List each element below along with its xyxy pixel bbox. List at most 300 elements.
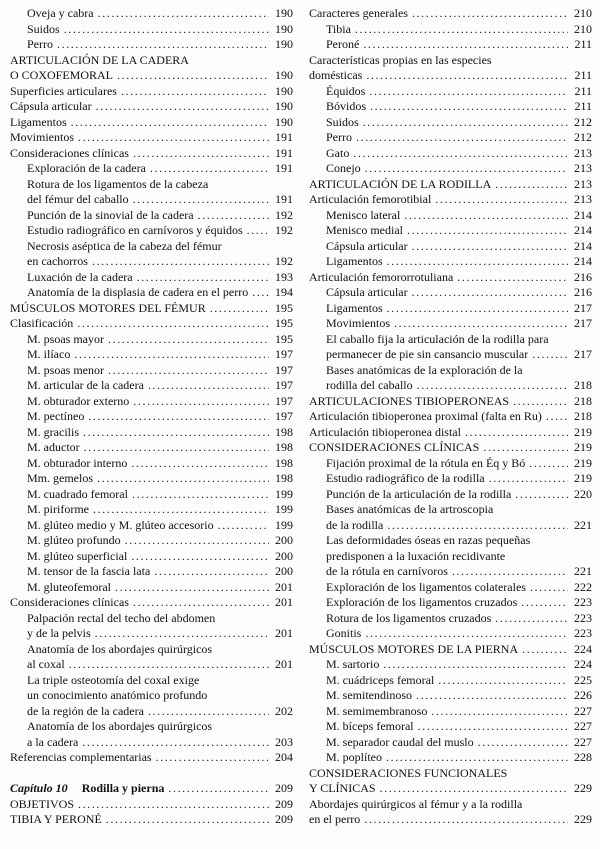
toc-entry-label: M. bíceps femoral (326, 719, 414, 733)
toc-entry-label: Punción de la articulación de la rodilla (326, 486, 512, 501)
dot-leader (369, 84, 568, 99)
toc-entry-page: 198 (275, 471, 293, 485)
dot-leader (387, 254, 568, 269)
toc-entry (10, 378, 293, 394)
toc-entry-label: Superficies articulares (10, 83, 117, 98)
toc-entry (309, 37, 592, 53)
toc-entry (10, 316, 293, 332)
toc-entry-line (10, 471, 293, 487)
toc-entry-label: Punción de la sinovial de la cadera (27, 207, 194, 222)
toc-entry (309, 22, 592, 38)
dot-leader (198, 208, 269, 223)
toc-entry-line (309, 797, 592, 813)
dot-leader (108, 332, 269, 347)
toc-entry-page: 193 (275, 269, 293, 284)
dot-leader (387, 518, 568, 533)
dot-leader (78, 130, 269, 145)
toc-entry-line (309, 704, 592, 720)
dot-leader (383, 657, 568, 672)
toc-entry (309, 394, 592, 410)
toc-entry (10, 750, 293, 766)
toc-entry-line (10, 84, 293, 100)
toc-entry-page: 197 (275, 362, 293, 377)
toc-entry-label: Oveja y cabra (27, 6, 94, 20)
toc-entry-label: Tibia (326, 21, 351, 36)
dot-leader (131, 549, 269, 564)
toc-entry (309, 750, 592, 766)
dot-leader (418, 719, 568, 734)
toc-entry-label: CONSIDERACIONES CLÍNICAS (309, 440, 480, 454)
toc-entry-line (309, 254, 592, 270)
toc-entry-label: Perro (326, 130, 352, 144)
toc-entry-line (10, 580, 293, 596)
dot-leader (394, 316, 568, 331)
toc-entry-line (10, 363, 293, 379)
toc-entry-page: 224 (574, 657, 592, 671)
toc-entry-line (309, 487, 592, 503)
toc-entry-page: 211 (574, 37, 592, 51)
dot-leader (363, 37, 568, 52)
toc-entry-line (309, 68, 592, 84)
toc-entry-line (10, 146, 293, 162)
toc-entry (10, 440, 293, 456)
toc-entry-label: La triple osteotomía del coxal exige (27, 672, 200, 687)
toc-entry-page: 216 (574, 269, 592, 284)
dot-leader (74, 347, 269, 362)
toc-entry-page: 224 (574, 641, 592, 656)
toc-entry-label: M. sartorio (326, 657, 380, 671)
toc-entry-line (309, 99, 592, 115)
dot-leader (93, 502, 269, 517)
dot-leader (133, 146, 269, 161)
toc-entry-label: M. glúteo superficial (27, 548, 128, 563)
toc-entry (309, 456, 592, 472)
toc-entry-line (10, 673, 293, 689)
toc-entry (10, 611, 293, 642)
toc-entry-line (10, 626, 293, 642)
toc-entry (10, 642, 293, 673)
toc-entry (10, 146, 293, 162)
dot-leader (88, 409, 269, 424)
toc-entry-line (10, 223, 293, 239)
toc-entry-label: M. semimembranoso (326, 703, 428, 718)
dot-leader (438, 673, 568, 688)
toc-column-right (309, 6, 592, 847)
toc-entry-label: M. psoas menor (27, 362, 104, 377)
toc-entry-label: CONSIDERACIONES FUNCIONALES (309, 765, 508, 780)
toc-entry-label: Estudio radiográfico de la rodilla (326, 471, 485, 485)
toc-entry-page: 200 (275, 548, 293, 563)
toc-entry-line (309, 518, 592, 534)
toc-entry-label: M. obturador interno (27, 455, 128, 470)
dot-leader (366, 68, 568, 83)
toc-entry-label: Consideraciones clínicas (10, 595, 129, 609)
toc-entry-page: 190 (275, 6, 293, 20)
toc-entry-label: M. obturador externo (27, 393, 130, 408)
toc-entry-line (10, 425, 293, 441)
toc-entry-page: 197 (275, 409, 293, 423)
toc-entry (10, 301, 293, 317)
toc-entry-label: TIBIA Y PERONÉ (10, 812, 102, 826)
toc-entry (309, 130, 592, 146)
toc-entry-page: 198 (275, 455, 293, 470)
toc-entry-line (309, 611, 592, 627)
toc-entry-page: 221 (574, 564, 592, 578)
dot-leader (64, 22, 269, 37)
toc-entry-line (309, 456, 592, 472)
toc-entry-label: a la cadera (27, 734, 79, 749)
toc-entry-label: Abordajes quirúrgicos al fémur y a la rodilla (309, 796, 523, 811)
toc-entry (10, 673, 293, 720)
dot-leader (364, 812, 568, 827)
dot-leader (355, 22, 568, 37)
toc-entry (10, 409, 293, 425)
dot-leader (404, 208, 568, 223)
toc-entry-line (10, 502, 293, 518)
toc-entry (309, 301, 592, 317)
toc-entry (309, 704, 592, 720)
toc-entry (10, 812, 293, 828)
dot-leader (77, 316, 269, 331)
toc-entry-line (309, 673, 592, 689)
toc-entry-page: 197 (275, 347, 293, 361)
dot-leader (412, 285, 568, 300)
toc-entry-page: 201 (275, 595, 293, 609)
toc-entry-page: 190 (275, 99, 293, 113)
toc-entry-page: 213 (574, 176, 592, 191)
toc-entry-line (10, 564, 293, 580)
toc-entry-label: El caballo fija la articulación de la rodilla para (326, 331, 549, 346)
dot-leader (483, 440, 568, 455)
toc-entry-label: M. poplíteo (326, 750, 382, 764)
toc-entry-label: Gato (326, 145, 350, 160)
dot-leader (416, 688, 568, 703)
toc-entry-label: Y CLÍNICAS (309, 781, 376, 795)
toc-entry-label: Ligamentos (326, 300, 383, 315)
toc-entry (10, 502, 293, 518)
toc-entry (10, 533, 293, 549)
toc-entry-label: M. cuádriceps femoral (326, 672, 435, 687)
toc-entry-page: 209 (275, 796, 293, 811)
toc-entry (309, 177, 592, 193)
toc-entry (10, 456, 293, 472)
dot-leader (82, 735, 269, 750)
toc-entry-line (309, 564, 592, 580)
toc-entry-label: M. articular de la cadera (27, 378, 144, 392)
toc-entry-line (10, 239, 293, 255)
toc-entry (309, 84, 592, 100)
toc-entry-line (10, 487, 293, 503)
toc-entry-page: 221 (574, 517, 592, 532)
toc-entry-label: MÚSCULOS MOTORES DEL FÉMUR (10, 300, 206, 315)
toc-entry-page: 201 (275, 626, 293, 640)
toc-entry-page: 213 (574, 161, 592, 175)
toc-entry-line (309, 53, 592, 69)
toc-entry-label: Bases anatómicas de la exploración de la (326, 362, 523, 377)
toc-entry-line (10, 704, 293, 720)
toc-entry-label: Cápsula articular (326, 238, 408, 253)
toc-entry-label: Suidos (326, 114, 359, 129)
toc-entry-page: 223 (574, 595, 592, 609)
toc-entry-label: y de la pelvis (27, 626, 91, 640)
toc-entry-page: 211 (574, 83, 592, 98)
toc-entry-page: 227 (574, 734, 592, 749)
toc-entry (10, 99, 293, 115)
toc-entry-page: 213 (574, 192, 592, 206)
toc-entry-line (309, 208, 592, 224)
dot-leader (125, 533, 269, 548)
dot-leader (121, 84, 269, 99)
toc-entry-page: 213 (574, 145, 592, 160)
toc-entry-page: 197 (275, 393, 293, 408)
toc-entry-label: rodilla del caballo (326, 378, 413, 392)
toc-entry (309, 285, 592, 301)
dot-leader (365, 161, 568, 176)
toc-entry-label: Conejo (326, 161, 361, 175)
toc-entry-line (10, 378, 293, 394)
toc-entry (309, 626, 592, 642)
toc-entry-label: Exploración de los ligamentos colaterales (326, 579, 526, 594)
toc-entry-label: en el perro (309, 812, 361, 826)
toc-entry-page: 210 (574, 6, 592, 20)
toc-entry (10, 285, 293, 301)
toc-entry (10, 797, 293, 813)
toc-entry-page: 195 (275, 300, 293, 315)
dot-leader (137, 270, 269, 285)
toc-entry (309, 719, 592, 735)
toc-entry-line (309, 812, 592, 828)
toc-entry-page: 190 (275, 68, 293, 82)
toc-entry-line (10, 394, 293, 410)
dot-leader (117, 68, 269, 83)
toc-entry-line (10, 270, 293, 286)
toc-entry (10, 37, 293, 53)
toc-entry-label: MÚSCULOS MOTORES DE LA PIERNA (309, 641, 519, 656)
dot-leader (529, 456, 568, 471)
toc-entry-line (309, 533, 592, 549)
toc-entry (309, 53, 592, 84)
dot-leader (71, 115, 269, 130)
toc-entry (309, 595, 592, 611)
toc-entry-label: Referencias complementarias (10, 750, 152, 764)
toc-entry-page: 219 (574, 424, 592, 439)
toc-entry-page: 218 (574, 378, 592, 392)
dot-leader (452, 564, 568, 579)
dot-leader (210, 301, 269, 316)
toc-entry (309, 580, 592, 596)
toc-entry-page: 201 (275, 657, 293, 671)
toc-entry-label: Fijación proximal de la rótula en Éq y Bó (326, 455, 526, 470)
toc-entry (10, 208, 293, 224)
toc-entry-line (309, 332, 592, 348)
toc-entry (10, 549, 293, 565)
toc-entry (309, 363, 592, 394)
dot-leader (530, 580, 568, 595)
toc-entry-line (10, 99, 293, 115)
toc-entry-page: 191 (275, 192, 293, 206)
toc-entry (309, 115, 592, 131)
toc-entry-label: ARTICULACIONES TIBIOPERONEAS (309, 393, 510, 408)
toc-entry (10, 487, 293, 503)
toc-entry-line (10, 797, 293, 813)
toc-entry-page: 219 (574, 471, 592, 485)
toc-entry-page: 192 (275, 254, 293, 268)
dot-leader (78, 797, 269, 812)
dot-leader (131, 456, 269, 471)
toc-entry (309, 332, 592, 363)
dot-leader (133, 394, 269, 409)
toc-entry (309, 657, 592, 673)
toc-entry-label: M. gracilis (27, 424, 79, 439)
toc-entry (309, 471, 592, 487)
toc-entry (10, 130, 293, 146)
toc-entry (10, 394, 293, 410)
toc-entry (10, 22, 293, 38)
toc-entry-page: 199 (275, 517, 293, 532)
toc-entry-page: 218 (574, 409, 592, 423)
toc-entry-line (309, 502, 592, 518)
toc-entry-page: 191 (275, 145, 293, 160)
toc-entry-line (10, 161, 293, 177)
toc-entry-line (10, 440, 293, 456)
dot-leader (133, 192, 269, 207)
toc-entry-line (10, 611, 293, 627)
toc-entry-page: 198 (275, 440, 293, 454)
dot-leader (92, 254, 269, 269)
toc-entry-line (309, 37, 592, 53)
toc-entry-label: de la rodilla (326, 517, 384, 532)
toc-entry-line (10, 533, 293, 549)
toc-entry-line (10, 68, 293, 84)
toc-entry-line (10, 6, 293, 22)
toc-entry-page: 192 (275, 207, 293, 222)
toc-entry-label: Mm. gemelos (27, 471, 93, 485)
dot-leader (363, 115, 568, 130)
toc-entry-line (10, 208, 293, 224)
toc-entry-page: 225 (574, 672, 592, 687)
dot-leader (150, 161, 269, 176)
toc-entry-page: 214 (574, 254, 592, 268)
toc-entry (309, 797, 592, 828)
toc-entry-label: M. glúteo medio y M. glúteo accesorio (27, 517, 214, 532)
toc-entry-label: M. separador caudal del muslo (326, 734, 474, 749)
toc-entry-line (309, 177, 592, 193)
toc-entry-line (309, 750, 592, 766)
toc-entry (10, 270, 293, 286)
dot-leader (495, 177, 568, 192)
toc-entry-line (309, 22, 592, 38)
toc-spacer (10, 766, 293, 782)
toc-entry-page: 223 (574, 626, 592, 640)
toc-entry-line (309, 642, 592, 658)
toc-entry (309, 161, 592, 177)
toc-entry-label: OBJETIVOS (10, 796, 75, 811)
toc-entry (10, 239, 293, 270)
toc-entry-page: 219 (574, 455, 592, 470)
toc-entry-page: 211 (574, 99, 592, 113)
dot-leader (84, 440, 269, 455)
toc-entry-page: 223 (574, 610, 592, 625)
toc-entry (309, 6, 592, 22)
toc-entry (10, 595, 293, 611)
toc-entry (309, 688, 592, 704)
toc-entry-line (10, 316, 293, 332)
toc-entry-page: 216 (574, 285, 592, 299)
toc-entry-page: 217 (574, 316, 592, 330)
toc-entry-page: 214 (574, 207, 592, 222)
toc-entry-page: 203 (275, 734, 293, 749)
dot-leader (69, 657, 269, 672)
toc-entry-line (10, 781, 293, 797)
toc-entry-page: 229 (574, 781, 592, 795)
toc-entry-label: Articulación femororrotuliana (309, 269, 454, 284)
dot-leader (252, 285, 269, 300)
toc-entry (10, 6, 293, 22)
toc-entry-label: Anatomía de los abordajes quirúrgicos (27, 719, 213, 733)
dot-leader (515, 487, 568, 502)
toc-entry (309, 673, 592, 689)
toc-entry (309, 440, 592, 456)
dot-leader (532, 347, 568, 362)
toc-entry-label: Ligamentos (10, 114, 67, 129)
toc-entry (309, 254, 592, 270)
toc-entry-label: un conocimiento anatómico profundo (27, 688, 208, 702)
toc-entry-label: de la región de la cadera (27, 703, 144, 718)
toc-entry-label: Movimientos (326, 316, 391, 330)
toc-entry-line (309, 378, 592, 394)
toc-entry-label: Exploración de la cadera (27, 161, 146, 175)
toc-chapter-entry (10, 781, 293, 797)
toc-entry-label: Gonitis (326, 626, 362, 640)
toc-entry (309, 766, 592, 797)
toc-entry-line (309, 84, 592, 100)
dot-leader (95, 626, 269, 641)
toc-entry-label: Luxación de la cadera (27, 269, 133, 284)
toc-entry-label: Cápsula articular (10, 99, 92, 113)
toc-entry (309, 99, 592, 115)
dot-leader (380, 781, 568, 796)
toc-entry-page: 214 (574, 223, 592, 237)
toc-entry-page: 192 (275, 223, 293, 237)
dot-leader (218, 518, 269, 533)
toc-entry-line (309, 735, 592, 751)
toc-entry-page: 226 (574, 688, 592, 702)
toc-entry-label: Características propias en las especies (309, 52, 492, 67)
toc-entry (10, 347, 293, 363)
toc-entry-line (309, 115, 592, 131)
toc-entry-page: 219 (574, 440, 592, 454)
toc-entry-line (309, 440, 592, 456)
toc-entry-line (10, 409, 293, 425)
toc-entry-label: Clasificación (10, 316, 74, 330)
toc-entry-line (309, 130, 592, 146)
toc-entry-line (309, 363, 592, 379)
dot-leader (353, 146, 568, 161)
toc-entry-label: Movimientos (10, 130, 75, 144)
toc-entry-label: Palpación rectal del techo del abdomen (27, 610, 216, 625)
chapter-number: Capítulo 10 (10, 781, 68, 795)
toc-entry-label: de la rótula en carnívoros (326, 564, 448, 578)
toc-entry (10, 580, 293, 596)
toc-entry-line (309, 425, 592, 441)
toc-entry-label: Perro (27, 37, 53, 51)
toc-entry-line (10, 750, 293, 766)
toc-entry-label: Las deformidades óseas en razas pequeñas (326, 533, 531, 547)
toc-entry-line (309, 471, 592, 487)
toc-entry-line (309, 719, 592, 735)
dot-leader (106, 812, 269, 827)
dot-leader (132, 487, 269, 502)
